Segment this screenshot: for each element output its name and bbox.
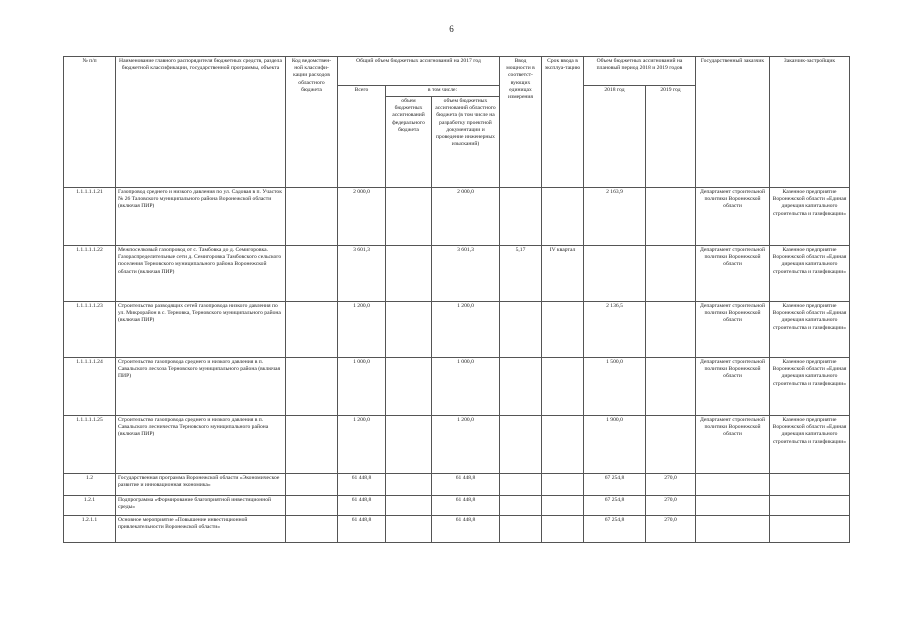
row-federal [386,416,432,474]
row-name: Строительство газопровода среднего и низкого давления в п. Савальского лесничества Терновского муниципального района (включая ПИР) [116,416,286,474]
header-2018: 2018 год [584,86,646,188]
table-row [64,474,850,496]
row-developer [770,496,850,516]
table-row [64,358,850,416]
header-including: в том числе: [386,86,500,97]
row-capacity: 5,17 [500,246,542,302]
row-federal [386,516,432,543]
row-total: 61 448,8 [338,516,386,543]
row-total: 61 448,8 [338,474,386,496]
row-code [286,358,338,416]
row-federal [386,302,432,358]
header-2019: 2019 год [646,86,696,188]
row-total: 3 601,3 [338,246,386,302]
row-capacity [500,474,542,496]
budget-table [63,56,850,543]
row-code [286,302,338,358]
row-name: Строительство разводящих сетей газопровода низкого давления по ул. Микрорайон в с. Терновка, Терновского муниципального района (включая ПИР) [116,302,286,358]
row-number: 1.1.1.1.1.21 [64,188,116,246]
row-deadline [542,496,584,516]
row-2019 [646,246,696,302]
row-capacity [500,496,542,516]
row-deadline [542,358,584,416]
row-regional: 1 200,0 [432,302,500,358]
header-federal: объем бюджетных ассигнований федерального бюджета [386,97,432,188]
row-developer: Казенное предприятие Воронежской области «Единая дирекция капитального строительства и газификации» [770,302,850,358]
row-deadline [542,516,584,543]
row-regional: 3 601,3 [432,246,500,302]
header-total: Всего [338,86,386,188]
row-number: 1.2.1.1 [64,516,116,543]
row-name: Подпрограмма «Формирование благоприятной инвестиционной среды» [116,496,286,516]
row-deadline [542,416,584,474]
row-code [286,516,338,543]
row-developer [770,474,850,496]
row-capacity [500,302,542,358]
row-total: 2 000,0 [338,188,386,246]
row-capacity [500,516,542,543]
row-2019: 270,0 [646,474,696,496]
row-number: 1.2 [64,474,116,496]
row-name: Газопровод среднего и низкого давления по ул. Садовая в п. Участок № 26 Таловского муниципального района Воронежской области (включая ПИР) [116,188,286,246]
row-code [286,188,338,246]
row-2018: 67 254,8 [584,496,646,516]
row-2018: 2 163,9 [584,188,646,246]
row-2018: 1 500,0 [584,358,646,416]
row-deadline [542,302,584,358]
row-2019 [646,416,696,474]
row-customer [696,496,770,516]
row-regional: 61 448,8 [432,516,500,543]
row-deadline: IV квартал [542,246,584,302]
row-number: 1.1.1.1.1.23 [64,302,116,358]
row-customer: Департамент строительной политики Воронежской области [696,358,770,416]
row-customer: Департамент строительной политики Воронежской области [696,246,770,302]
row-2019: 270,0 [646,516,696,543]
row-name: Межпоселковый газопровод от с. Тамбовка до д. Семигоровка. Газораспределительные сети д. Семигоровка Тамбовского сельского поселения Терновского муниципального района Воронежской области (включая ПИР) [116,246,286,302]
row-customer: Департамент строительной политики Воронежской области [696,302,770,358]
row-developer: Казенное предприятие Воронежской области «Единая дирекция капитального строительства и газификации» [770,246,850,302]
row-number: 1.1.1.1.1.22 [64,246,116,302]
row-customer: Департамент строительной политики Воронежской области [696,188,770,246]
row-2019 [646,358,696,416]
row-name: Строительство газопровода среднего и низкого давления в п. Савальского лесхоза Терновского муниципального района (включая ПИР) [116,358,286,416]
row-total: 61 448,8 [338,496,386,516]
row-code [286,496,338,516]
row-regional: 1 000,0 [432,358,500,416]
row-federal [386,358,432,416]
row-federal [386,474,432,496]
row-2018: 2 136,5 [584,302,646,358]
row-customer [696,474,770,496]
table-row [64,246,850,302]
row-developer: Казенное предприятие Воронежской области «Единая дирекция капитального строительства и газификации» [770,188,850,246]
row-regional: 2 000,0 [432,188,500,246]
row-capacity [500,416,542,474]
row-total: 1 200,0 [338,416,386,474]
header-total-group: Общий объем бюджетных ассигнований на 2017 год [338,57,500,86]
row-regional: 1 200,0 [432,416,500,474]
row-developer: Казенное предприятие Воронежской области «Единая дирекция капитального строительства и газификации» [770,358,850,416]
header-deadline: Срок ввода в эксплуа-тацию [542,57,584,188]
row-customer [696,516,770,543]
header-developer: Заказчик-застройщик [770,57,850,188]
row-deadline [542,188,584,246]
row-federal [386,496,432,516]
row-federal [386,246,432,302]
row-number: 1.1.1.1.1.24 [64,358,116,416]
table-row [64,496,850,516]
row-2018: 67 254,8 [584,474,646,496]
row-name: Государственная программа Воронежской области «Экономическое развитие и инновационная экономика» [116,474,286,496]
row-2018: 1 900,0 [584,416,646,474]
row-number: 1.1.1.1.1.25 [64,416,116,474]
header-no: № п/п [64,57,116,188]
row-2019 [646,302,696,358]
row-2019 [646,188,696,246]
row-deadline [542,474,584,496]
header-regional: объем бюджетных ассигнований областного бюджета (в том числе на разработку проектной документации и проведение инженерных изысканий) [432,97,500,188]
row-total: 1 200,0 [338,302,386,358]
row-developer: Казенное предприятие Воронежской области «Единая дирекция капитального строительства и газификации» [770,416,850,474]
row-federal [386,188,432,246]
row-2018: 67 254,8 [584,516,646,543]
row-capacity [500,358,542,416]
row-number: 1.2.1 [64,496,116,516]
header-customer: Государственный заказчик [696,57,770,188]
row-capacity [500,188,542,246]
row-developer [770,516,850,543]
header-code: Код ведомствен-ной классифи-кации расходов областного бюджета [286,57,338,188]
table-row [64,516,850,543]
header-capacity: Ввод мощности в соответст-вующих единицах измерения [500,57,542,188]
row-regional: 61 448,8 [432,496,500,516]
row-2018 [584,246,646,302]
row-total: 1 000,0 [338,358,386,416]
table-row [64,188,850,246]
header-name: Наименование главного распорядителя бюджетных средств, раздела бюджетной классификации, государственной программы, объекта [116,57,286,188]
page-number: 6 [449,24,454,34]
table-row [64,416,850,474]
row-2019: 270,0 [646,496,696,516]
row-code [286,474,338,496]
row-regional: 61 448,8 [432,474,500,496]
row-code [286,246,338,302]
row-code [286,416,338,474]
header-plan-group: Объем бюджетных ассигнований на плановый период 2018 и 2019 годов [584,57,696,86]
table-row [64,302,850,358]
row-customer: Департамент строительной политики Воронежской области [696,416,770,474]
row-name: Основное мероприятие «Повышение инвестиционной привлекательности Воронежской области» [116,516,286,543]
